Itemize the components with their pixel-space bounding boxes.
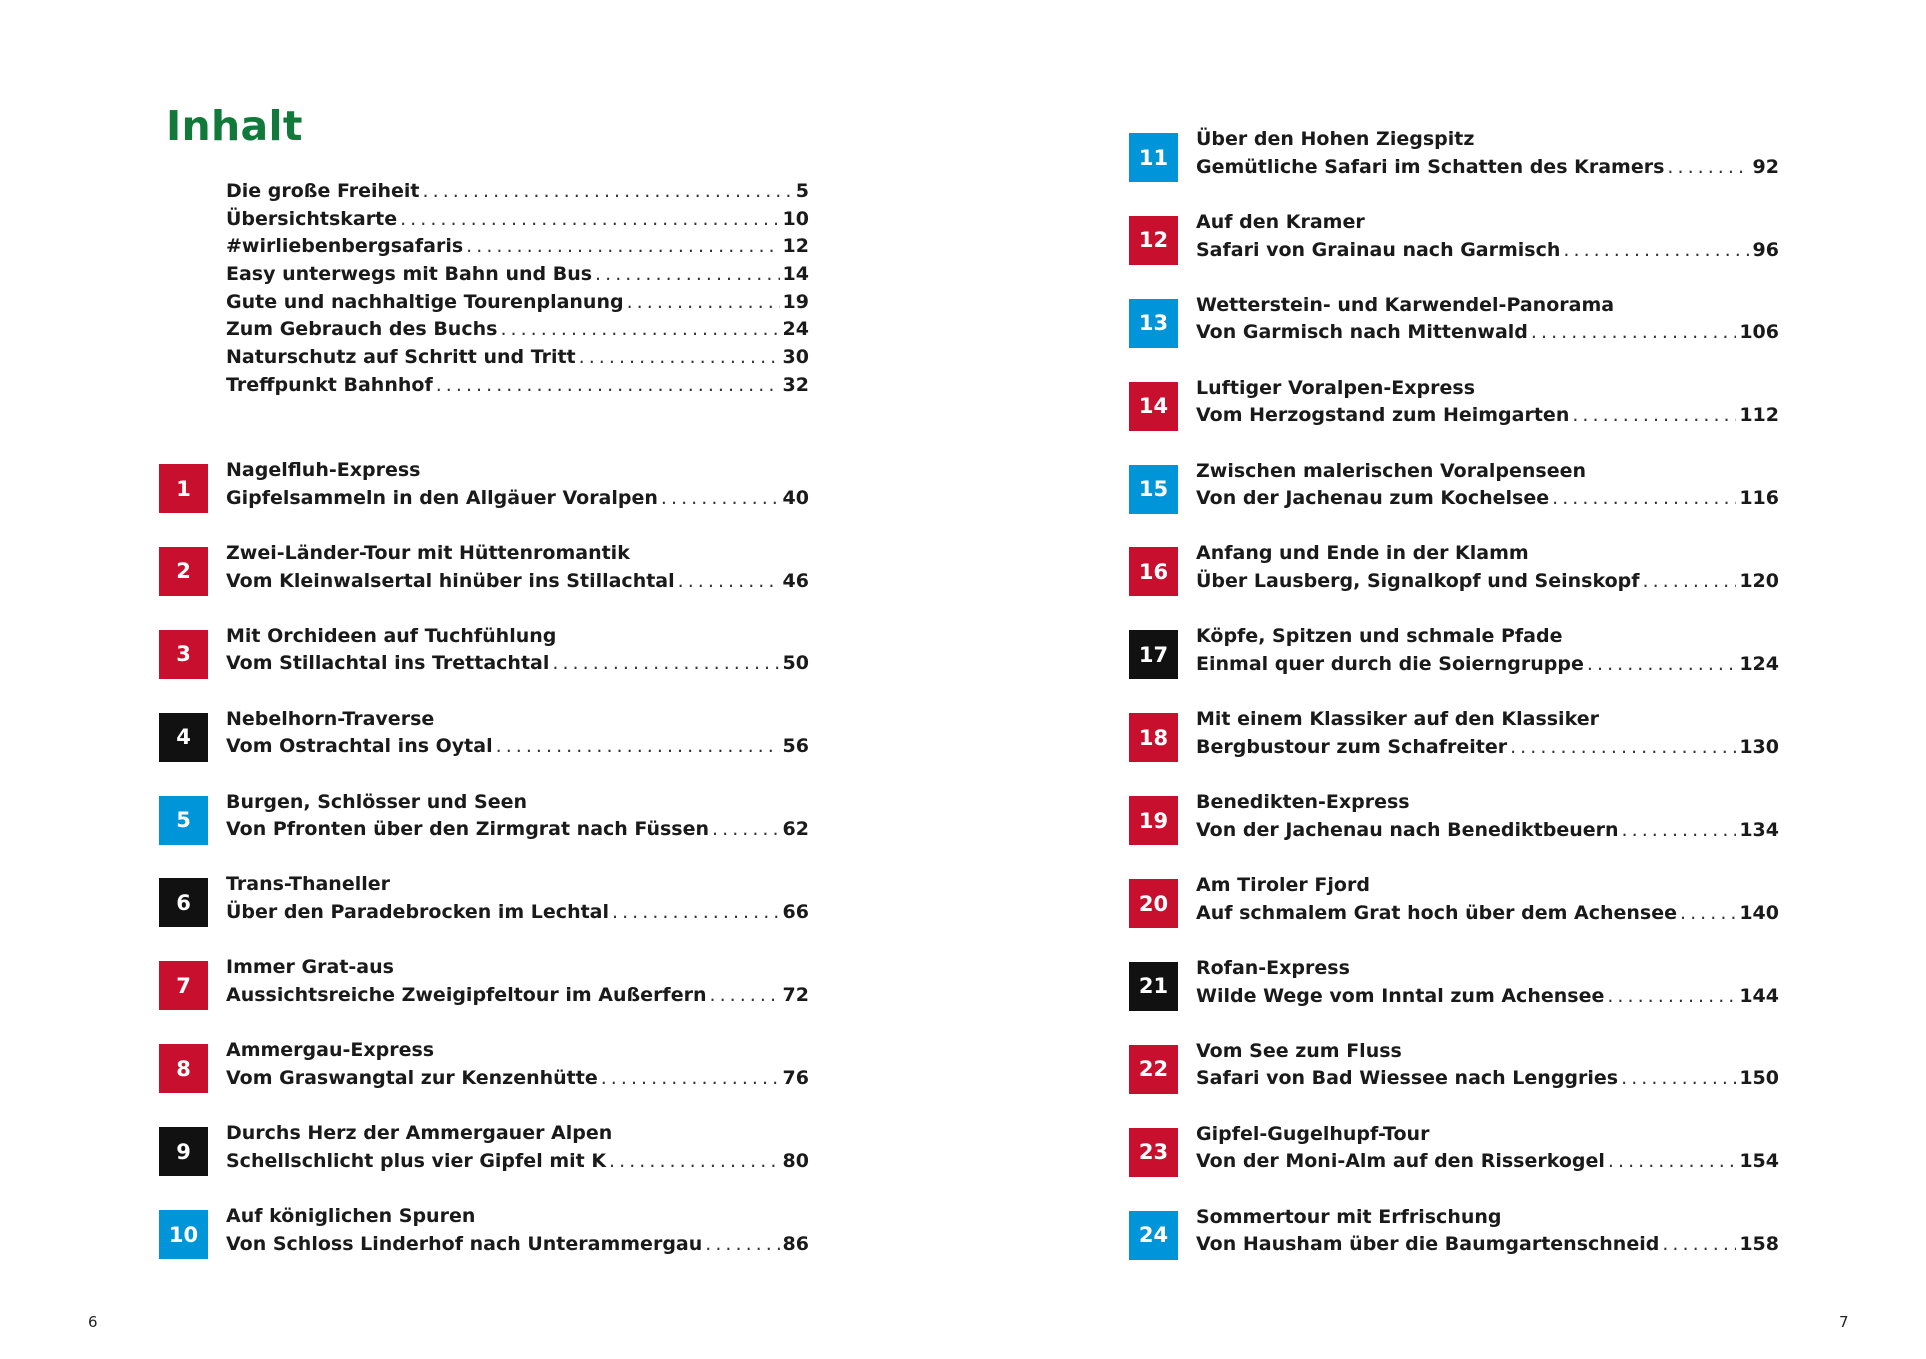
tour-page: 120 [1739,570,1779,593]
leader-dots [612,899,780,927]
tour-entry[interactable] [1129,623,1779,706]
tour-number-badge: 8 [159,1044,208,1093]
tour-text [1196,540,1779,595]
toc-entry[interactable] [226,344,809,372]
tour-entry[interactable] [1129,1038,1779,1121]
leader-dots [1662,1231,1736,1259]
tour-title: Nagelfluh-Express [226,459,421,481]
tour-subtitle-line [226,1065,809,1093]
tour-entry[interactable] [1129,126,1779,209]
tour-title: Wetterstein- und Karwendel-Panorama [1196,293,1615,316]
tour-title: Burgen, Schlösser und Seen [226,790,528,813]
tour-number-badge: 19 [1129,796,1178,845]
tour-entry[interactable] [1129,955,1779,1038]
tour-page: 144 [1739,984,1779,1007]
leader-dots [1587,651,1736,679]
toc-entry-label: #wirliebenbergsafaris [226,235,464,258]
leader-dots [423,178,793,206]
toc-entry-page: 30 [782,346,809,369]
leader-dots [1572,402,1736,430]
tour-number-badge: 22 [1129,1045,1178,1094]
tour-subtitle-line [226,568,809,596]
tour-text [226,1120,809,1175]
tour-number-badge: 1 [159,464,208,513]
toc-entry-page: 10 [782,207,809,230]
tour-subtitle: Von der Jachenau zum Kochelsee [1196,487,1550,510]
tour-entry[interactable] [159,789,809,872]
intro-list [226,178,809,400]
tour-list-left [159,457,809,1286]
tour-text [226,706,809,761]
toc-entry[interactable] [226,178,809,206]
tour-entry[interactable] [1129,540,1779,623]
tour-text [1196,623,1779,678]
tour-text [226,789,809,844]
tour-number-badge: 13 [1129,299,1178,348]
leader-dots [552,650,779,678]
tour-page: 92 [1752,155,1779,178]
leader-dots [1531,319,1736,347]
tour-page: 124 [1739,653,1779,676]
tour-subtitle: Von der Jachenau nach Benediktbeuern [1196,818,1619,841]
leader-dots [678,568,780,596]
tour-subtitle: Vom Ostrachtal ins Oytal [226,735,493,758]
tour-page: 154 [1739,1150,1779,1173]
tour-subtitle: Gemütliche Safari im Schatten des Kramers [1196,155,1665,178]
tour-number-badge: 21 [1129,962,1178,1011]
tour-text [1196,126,1779,181]
tour-entry[interactable] [159,871,809,954]
tour-text [1196,209,1779,264]
tour-entry[interactable] [1129,1204,1779,1287]
tour-subtitle: Einmal quer durch die Soierngruppe [1196,653,1584,676]
tour-subtitle: Von Pfronten über den Zirmgrat nach Füssen [226,818,710,841]
tour-page: 80 [782,1149,809,1172]
leader-dots [1680,900,1736,928]
tour-subtitle-line [1196,817,1779,845]
tour-number-badge: 9 [159,1127,208,1176]
tour-entry[interactable] [159,1037,809,1120]
leader-dots [709,982,779,1010]
tour-entry[interactable] [159,954,809,1037]
tour-text [226,871,809,926]
tour-page: 46 [782,569,809,592]
toc-entry-page: 24 [782,318,809,341]
tour-title: Gipfel-Gugelhupf-Tour [1196,1122,1430,1145]
tour-page: 50 [782,652,809,675]
tour-subtitle-line [1196,485,1779,513]
page-number-left: 6 [88,1313,98,1331]
tour-text [226,1037,809,1092]
tour-text [1196,872,1779,927]
tour-subtitle-line [1196,900,1779,928]
tour-number-badge: 15 [1129,465,1178,514]
tour-text [226,954,809,1009]
toc-entry-page: 19 [782,290,809,313]
tour-number-badge: 14 [1129,382,1178,431]
leader-dots [1552,485,1736,513]
tour-title: Immer Grat-aus [226,956,394,979]
tour-entry[interactable] [159,706,809,789]
tour-subtitle: Von Hausham über die Baumgartenschneid [1196,1233,1660,1256]
tour-subtitle: Wilde Wege vom Inntal zum Achensee [1196,984,1605,1007]
tour-title: Luftiger Voralpen-Express [1196,376,1475,399]
leader-dots [1643,568,1737,596]
tour-entry[interactable] [1129,292,1779,375]
tour-subtitle: Aussichtsreiche Zweigipfeltour im Außerfern [226,984,707,1007]
tour-title: Rofan-Express [1196,956,1350,979]
tour-number-badge: 23 [1129,1128,1178,1177]
tour-text [226,457,809,512]
toc-entry[interactable] [226,206,809,234]
tour-page: 150 [1739,1067,1779,1090]
tour-entry[interactable] [1129,209,1779,292]
tour-entry[interactable] [1129,706,1779,789]
toc-entry-label: Zum Gebrauch des Buchs [226,318,498,341]
tour-number-badge: 24 [1129,1211,1178,1260]
tour-text [1196,1204,1779,1259]
tour-subtitle: Von Garmisch nach Mittenwald [1196,321,1528,344]
leader-dots [712,816,780,844]
toc-entry-label: Naturschutz auf Schritt und Tritt [226,346,576,369]
leader-dots [436,372,780,400]
tour-subtitle: Von der Moni-Alm auf den Risserkogel [1196,1150,1605,1173]
tour-text [1196,1121,1779,1176]
toc-entry[interactable] [226,289,809,317]
tour-subtitle-line [1196,1231,1779,1259]
leader-dots [1563,237,1749,265]
tour-title: Benedikten-Express [1196,791,1410,814]
tour-text [226,1203,809,1258]
tour-text [1196,789,1779,844]
tour-page: 140 [1739,901,1779,924]
tour-page: 130 [1739,735,1779,758]
tour-number-badge: 12 [1129,216,1178,265]
leader-dots [627,289,780,317]
leader-dots [1608,1148,1736,1176]
tour-number-badge: 17 [1129,630,1178,679]
tour-number-badge: 6 [159,878,208,927]
tour-text [1196,292,1779,347]
toc-entry[interactable] [226,372,809,400]
tour-subtitle-line [1196,237,1779,265]
tour-entry[interactable] [1129,872,1779,955]
tour-entry[interactable] [159,457,809,540]
tour-title: Nebelhorn-Traverse [226,707,435,730]
tour-entry[interactable] [1129,789,1779,872]
tour-entry[interactable] [159,1203,809,1286]
tour-subtitle: Vom Stillachtal ins Trettachtal [226,652,550,675]
tour-title: Ammergau-Express [226,1039,435,1062]
tour-title: Anfang und Ende in der Klamm [1196,542,1529,565]
tour-number-badge: 10 [159,1210,208,1259]
tour-title: Am Tiroler Fjord [1196,874,1370,897]
tour-subtitle: Vom Kleinwalsertal hinüber ins Stillachtal [226,569,675,592]
tour-page: 66 [782,901,809,924]
tour-subtitle: Von Schloss Linderhof nach Unterammergau [226,1232,703,1255]
leader-dots [579,344,780,372]
tour-entry[interactable] [159,540,809,623]
tour-title: Auf königlichen Spuren [226,1205,476,1228]
tour-title: Sommertour mit Erfrischung [1196,1205,1502,1228]
tour-subtitle-line [226,816,809,844]
leader-dots [496,733,780,761]
leader-dots [1667,154,1749,182]
page-title: Inhalt [166,102,303,150]
tour-subtitle-line [1196,319,1779,347]
tour-text [1196,375,1779,430]
tour-page: 72 [782,984,809,1007]
tour-subtitle-line [226,899,809,927]
tour-entry[interactable] [1129,458,1779,541]
leader-dots [601,1065,780,1093]
tour-number-badge: 7 [159,961,208,1010]
tour-subtitle: Auf schmalem Grat hoch über dem Achensee [1196,901,1677,924]
tour-title: Zwischen malerischen Voralpenseen [1196,459,1587,482]
tour-title: Auf den Kramer [1196,210,1365,233]
toc-entry-label: Easy unterwegs mit Bahn und Bus [226,263,593,286]
toc-entry-label: Gute und nachhaltige Tourenplanung [226,290,624,313]
tour-subtitle-line [226,1148,809,1176]
tour-subtitle: Schellschlicht plus vier Gipfel mit K [226,1149,607,1172]
toc-entry-page: 32 [782,373,809,396]
tour-number-badge: 18 [1129,713,1178,762]
toc-entry-page: 14 [782,263,809,286]
tour-number-badge: 2 [159,547,208,596]
tour-page: 96 [1752,238,1779,261]
tour-text [226,623,809,678]
tour-title: Vom See zum Fluss [1196,1039,1402,1062]
tour-subtitle-line [226,485,809,513]
page-number-right: 7 [1839,1313,1849,1331]
tour-subtitle: Über den Paradebrocken im Lechtal [226,901,610,924]
leader-dots [1622,817,1737,845]
tour-page: 40 [782,486,809,509]
toc-entry[interactable] [226,233,809,261]
tour-entry[interactable] [1129,375,1779,458]
tour-subtitle: Vom Herzogstand zum Heimgarten [1196,404,1570,427]
tour-text [1196,955,1779,1010]
tour-subtitle-line [1196,1148,1779,1176]
tour-list-right [1129,126,1779,1286]
toc-entry[interactable] [226,261,809,289]
tour-text [1196,458,1779,513]
tour-number-badge: 16 [1129,547,1178,596]
leader-dots [609,1148,780,1176]
tour-page: 62 [782,818,809,841]
tour-page: 76 [782,1066,809,1089]
leader-dots [1607,983,1736,1011]
leader-dots [595,261,780,289]
toc-entry-page: 12 [782,235,809,258]
tour-subtitle-line [1196,983,1779,1011]
tour-page: 56 [782,735,809,758]
tour-subtitle-line [1196,734,1779,762]
tour-subtitle-line [1196,1065,1779,1093]
leader-dots [705,1231,779,1259]
tour-subtitle: Über Lausberg, Signalkopf und Seinskopf [1196,570,1640,593]
tour-subtitle-line [226,650,809,678]
tour-number-badge: 11 [1129,133,1178,182]
tour-subtitle-line [226,982,809,1010]
toc-entry-label: Die große Freiheit [226,180,420,202]
tour-number-badge: 3 [159,630,208,679]
tour-title: Mit Orchideen auf Tuchfühlung [226,624,557,647]
tour-subtitle: Safari von Bad Wiessee nach Lenggries [1196,1067,1619,1090]
tour-text [1196,706,1779,761]
toc-entry-label: Übersichtskarte [226,207,398,230]
tour-title: Köpfe, Spitzen und schmale Pfade [1196,625,1563,648]
leader-dots [400,206,779,234]
tour-entry[interactable] [159,1120,809,1203]
tour-entry[interactable] [159,623,809,706]
tour-subtitle: Vom Graswangtal zur Kenzenhütte [226,1066,598,1089]
tour-title: Über den Hohen Ziegspitz [1196,128,1475,150]
tour-page: 86 [782,1232,809,1255]
tour-number-badge: 20 [1129,879,1178,928]
tour-number-badge: 4 [159,713,208,762]
tour-subtitle-line [1196,154,1779,182]
tour-text [226,540,809,595]
leader-dots [1510,734,1736,762]
tour-subtitle-line [1196,651,1779,679]
tour-text [1196,1038,1779,1093]
tour-page: 134 [1739,818,1779,841]
leader-dots [661,485,780,513]
toc-entry[interactable] [226,316,809,344]
tour-title: Zwei-Länder-Tour mit Hüttenromantik [226,541,630,564]
tour-entry[interactable] [1129,1121,1779,1204]
tour-page: 112 [1739,404,1779,427]
tour-subtitle-line [226,1231,809,1259]
tour-page: 116 [1739,487,1779,510]
leader-dots [500,316,779,344]
tour-subtitle: Bergbustour zum Schafreiter [1196,735,1508,758]
tour-number-badge: 5 [159,796,208,845]
tour-title: Trans-Thaneller [226,873,390,896]
tour-title: Durchs Herz der Ammergauer Alpen [226,1122,613,1145]
tour-subtitle-line [1196,568,1779,596]
tour-subtitle-line [1196,402,1779,430]
tour-page: 106 [1739,321,1779,344]
tour-subtitle: Safari von Grainau nach Garmisch [1196,238,1561,261]
toc-entry-page: 5 [795,180,809,202]
toc-entry-label: Treffpunkt Bahnhof [226,373,433,396]
tour-subtitle-line [226,733,809,761]
leader-dots [1621,1065,1736,1093]
tour-title: Mit einem Klassiker auf den Klassiker [1196,708,1599,731]
leader-dots [466,233,779,261]
tour-subtitle: Gipfelsammeln in den Allgäuer Voralpen [226,486,658,509]
tour-page: 158 [1739,1233,1779,1256]
